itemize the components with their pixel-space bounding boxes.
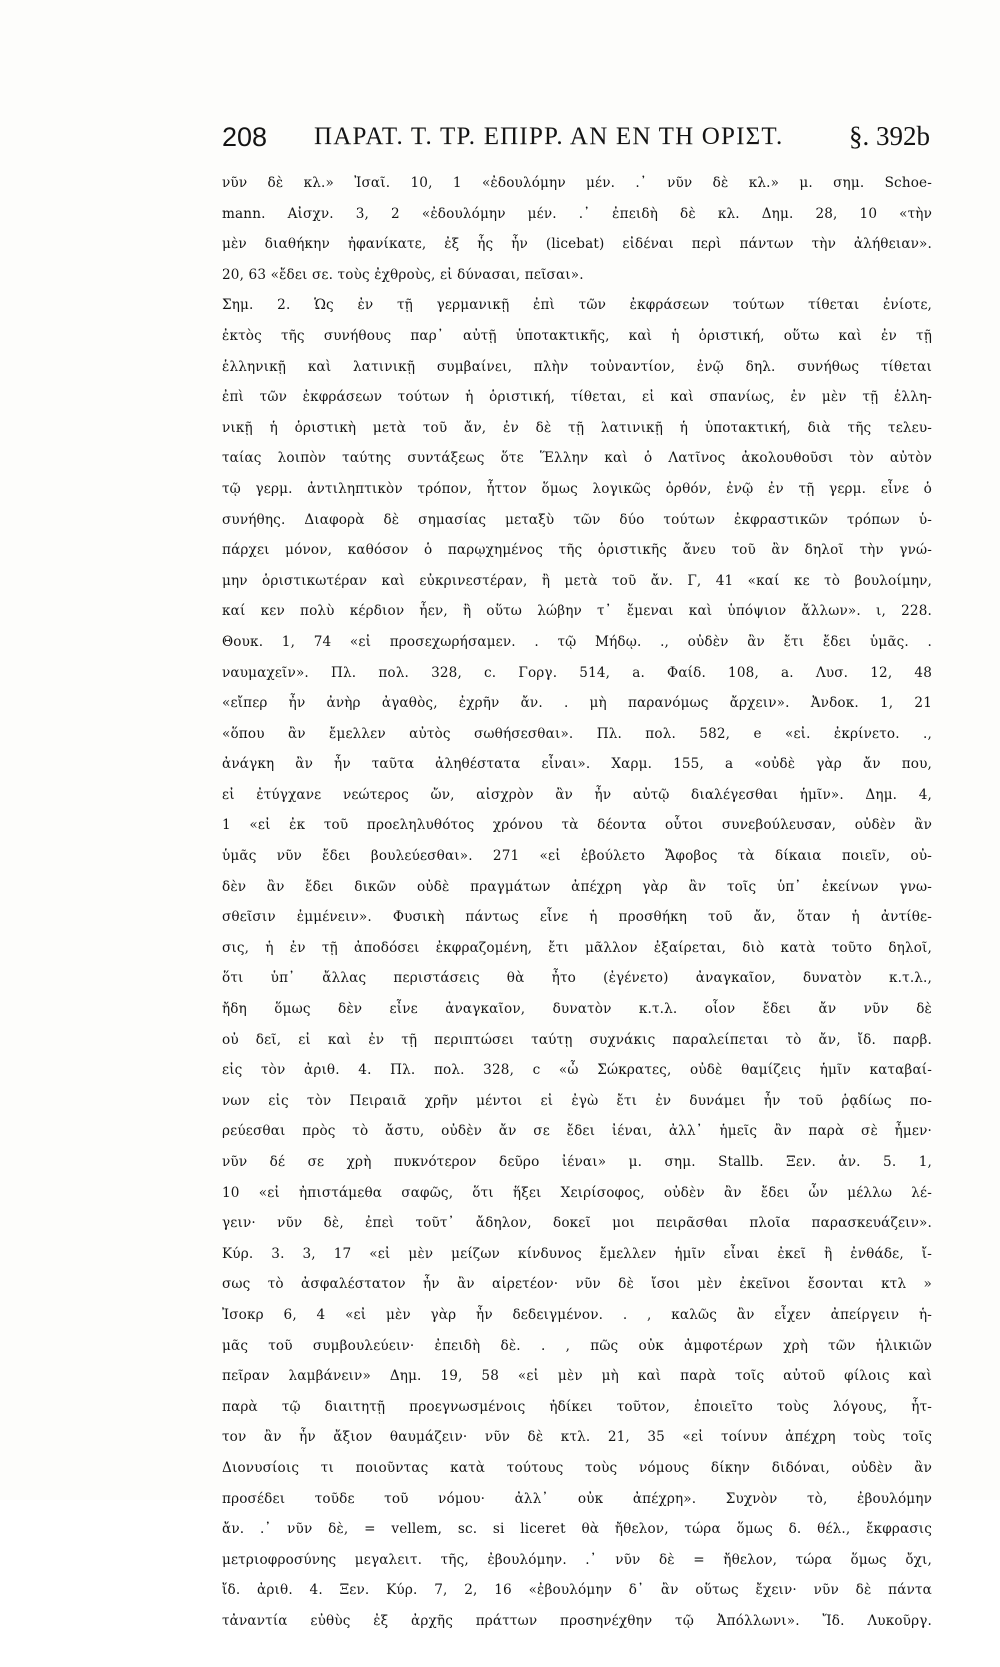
- text-line: τἀναντία εὐθὺς ἐξ ἀρχῆς πράττων προσηνέχθην τῷ Ἀπόλλωνι». Ἴδ. Λυκοῦργ.: [222, 1606, 932, 1637]
- text-line: καί κεν πολὺ κέρδιον ἦεν, ἢ οὕτω λώβην τ᾿ ἔμεναι καὶ ὑπόψιον ἄλλων». ι, 228.: [222, 596, 932, 627]
- text-line: ἄν. .᾿ νῦν δὲ, = vellem, sc. si liceret θὰ ἤθελον, τώρα ὅμως δ. θέλ., ἔκφρασις: [222, 1514, 932, 1545]
- text-line: ἤδη ὅμως δὲν εἶνε ἀναγκαῖον, δυνατὸν κ.τ.λ. οἷον ἔδει ἄν νῦν δὲ: [222, 994, 932, 1025]
- text-line: εἰ ἐτύγχανε νεώτερος ὤν, αἰσχρὸν ἂν ἦν αὐτῷ διαλέγεσθαι ἡμῖν». Δημ. 4,: [222, 780, 932, 811]
- text-line: νων εἰς τὸν Πειραιᾶ χρῆν μέντοι εἰ ἐγὼ ἔτι ἐν δυνάμει ἦν τοῦ ῥᾳδίως πο-: [222, 1086, 932, 1117]
- text-line: σως τὸ ἀσφαλέστατον ἦν ἂν αἱρετέον· νῦν δὲ ἴσοι μὲν ἐκεῖνοι ἔσονται κτλ »: [222, 1269, 932, 1300]
- text-line: ὑμᾶς νῦν ἔδει βουλεύεσθαι». 271 «εἰ ἐβούλετο Ἄφοβος τὰ δίκαια ποιεῖν, οὐ-: [222, 841, 932, 872]
- text-line: τῷ γερμ. ἀντιληπτικὸν τρόπον, ἧττον ὅμως λογικῶς ὀρθόν, ἐνῷ ἐν τῇ γερμ. εἶνε ὁ: [222, 474, 932, 505]
- text-line: πάρχει μόνον, καθόσον ὁ παρῳχημένος τῆς ὁριστικῆς ἄνευ τοῦ ἂν δηλοῖ τὴν γνώ-: [222, 535, 932, 566]
- text-line: Ἰσοκρ 6, 4 «εἰ μὲν γὰρ ἦν δεδειγμένον. . , καλῶς ἂν εἶχεν ἀπείργειν ἡ-: [222, 1300, 932, 1331]
- text-line: ρεύεσθαι πρὸς τὸ ἄστυ, οὐδὲν ἄν σε ἔδει ἰέναι, ἀλλ᾿ ἡμεῖς ἂν παρὰ σὲ ἦμεν·: [222, 1116, 932, 1147]
- running-title: ΠΑΡΑΤ. Τ. ΤΡ. ΕΠΙΡΡ. ΑΝ ΕΝ ΤΗ ΟΡΙΣΤ.: [314, 123, 784, 151]
- text-line: παρὰ τῷ διαιτητῇ προεγνωσμένοις ἠδίκει τοῦτον, ἐποιεῖτο τοὺς λόγους, ἧτ-: [222, 1392, 932, 1423]
- text-line: mann. Αἰσχν. 3, 2 «ἐδουλόμην μέν. .᾿ ἐπειδὴ δὲ κλ. Δημ. 28, 10 «τὴν: [222, 199, 932, 230]
- text-line: ἐκτὸς τῆς συνήθους παρ᾿ αὐτῇ ὑποτακτικῆς, καὶ ἡ ὁριστική, οὕτω καὶ ἐν τῇ: [222, 321, 932, 352]
- text-line: γειν· νῦν δὲ, ἐπεὶ τοῦτ᾿ ἄδηλον, δοκεῖ μοι πειρᾶσθαι πλοῖα παρασκευάζειν».: [222, 1208, 932, 1239]
- text-line: νικῇ ἡ ὁριστικὴ μετὰ τοῦ ἄν, ἐν δὲ τῇ λατινικῇ ἡ ὑποτακτική, διὰ τῆς τελευ-: [222, 413, 932, 444]
- text-line: ναυμαχεῖν». Πλ. πολ. 328, c. Γοργ. 514, a. Φαίδ. 108, a. Λυσ. 12, 48: [222, 658, 932, 689]
- text-line: ἐπὶ τῶν ἐκφράσεων τούτων ἡ ὁριστική, τίθεται, εἰ καὶ σπανίως, ἐν μὲν τῇ ἑλλη-: [222, 382, 932, 413]
- text-line: μὲν διαθήκην ἠφανίκατε, ἐξ ἧς ἦν (licebat) εἰδέναι περὶ πάντων τὴν ἀλήθειαν».: [222, 229, 932, 260]
- text-line: προσέδει τοῦδε τοῦ νόμου· ἀλλ᾿ οὐκ ἀπέχρη». Συχνὸν τὸ, ἐβουλόμην: [222, 1484, 932, 1515]
- text-line: Διονυσίοις τι ποιοῦντας κατὰ τούτους τοὺς νόμους δίκην διδόναι, οὐδὲν ἂν: [222, 1453, 932, 1484]
- page-header: [222, 122, 930, 156]
- text-line: Σημ. 2. Ὡς ἐν τῇ γερμανικῇ ἐπὶ τῶν ἐκφράσεων τούτων τίθεται ἐνίοτε,: [222, 290, 932, 321]
- section-reference: §. 392b: [849, 121, 930, 152]
- text-line: συνήθης. Διαφορὰ δὲ σημασίας μεταξὺ τῶν δύο τούτων ἐκφραστικῶν τρόπων ὑ-: [222, 505, 932, 536]
- text-line: ὅτι ὑπ᾿ ἄλλας περιστάσεις θὰ ἦτο (ἐγένετο) ἀναγκαῖον, δυνατὸν κ.τ.λ.,: [222, 963, 932, 994]
- text-line: ἀνάγκη ἂν ἦν ταῦτα ἀληθέστατα εἶναι». Χαρμ. 155, a «οὐδὲ γὰρ ἄν που,: [222, 749, 932, 780]
- text-line: «ὅπου ἂν ἔμελλεν αὐτὸς σωθήσεσθαι». Πλ. πολ. 582, e «εἰ. ἐκρίνετο. .,: [222, 719, 932, 750]
- body-text: [222, 168, 932, 1667]
- text-line: Κύρ. 3. 3, 17 «εἰ μὲν μείζων κίνδυνος ἔμελλεν ἡμῖν εἶναι ἐκεῖ ἢ ἐνθάδε, ἴ-: [222, 1239, 932, 1270]
- text-line: 10 «εἰ ἠπιστάμεθα σαφῶς, ὅτι ἥξει Χειρίσοφος, οὐδὲν ἂν ἔδει ὧν μέλλω λέ-: [222, 1178, 932, 1209]
- text-line: 20, 63 «ἔδει σε. τοὺς ἐχθροὺς, εἰ δύνασαι, πεῖσαι».: [222, 260, 932, 291]
- text-line: νῦν δὲ κλ.» Ἰσαῖ. 10, 1 «ἐδουλόμην μέν. .᾿ νῦν δὲ κλ.» μ. σημ. Schoe-: [222, 168, 932, 199]
- text-line: ἴδ. ἀριθ. 4. Ξεν. Κύρ. 7, 2, 16 «ἐβουλόμην δ᾿ ἂν οὕτως ἔχειν· νῦν δὲ πάντα: [222, 1575, 932, 1606]
- text-line: δὲν ἂν ἔδει δικῶν οὐδὲ πραγμάτων ἀπέχρη γὰρ ἂν τοῖς ὑπ᾿ ἐκείνων γνω-: [222, 872, 932, 903]
- text-line: 1 «εἰ ἐκ τοῦ προεληλυθότος χρόνου τὰ δέοντα οὗτοι συνεβούλευσαν, οὐδὲν ἂν: [222, 810, 932, 841]
- text-line: τον ἂν ἦν ἄξιον θαυμάζειν· νῦν δὲ κτλ. 21, 35 «εἰ τοίνυν ἀπέχρη τοὺς τοῖς: [222, 1422, 932, 1453]
- text-line: Θουκ. 1, 74 «εἰ προσεχωρήσαμεν. . τῷ Μήδῳ. ., οὐδὲν ἂν ἔτι ἔδει ὑμᾶς. .: [222, 627, 932, 658]
- text-line: πεῖραν λαμβάνειν» Δημ. 19, 58 «εἰ μὲν μὴ καὶ παρὰ τοῖς αὐτοῦ φίλοις καὶ: [222, 1361, 932, 1392]
- text-line: «εἴπερ ἦν ἀνὴρ ἀγαθὸς, ἐχρῆν ἄν. . μὴ παρανόμως ἄρχειν». Ἀνδοκ. 1, 21: [222, 688, 932, 719]
- text-line: ἑλληνικῇ καὶ λατινικῇ συμβαίνει, πλὴν τοὐναντίον, ἐνῷ δηλ. συνήθως τίθεται: [222, 352, 932, 383]
- text-line: οὐ δεῖ, εἰ καὶ ἐν τῇ περιπτώσει ταύτῃ συχνάκις παραλείπεται τὸ ἄν, ἴδ. παρβ.: [222, 1025, 932, 1056]
- page-number: 208: [222, 122, 267, 153]
- text-line: μετριοφροσύνης μεγαλειτ. τῆς, ἐβουλόμην. .᾿ νῦν δὲ = ἤθελον, τώρα ὅμως ὄχι,: [222, 1545, 932, 1576]
- text-line: ταίας λοιπὸν ταύτης συντάξεως ὅτε Ἕλλην καὶ ὁ Λατῖνος ἀκολουθοῦσι τὸν αὐτὸν: [222, 443, 932, 474]
- text-line: εἰς τὸν ἀριθ. 4. Πλ. πολ. 328, c «ὦ Σώκρατες, οὐδὲ θαμίζεις ἡμῖν καταβαί-: [222, 1055, 932, 1086]
- text-line: [222, 1637, 932, 1667]
- text-line: σθεῖσιν ἐμμένειν». Φυσικὴ πάντως εἶνε ἡ προσθήκη τοῦ ἄν, ὅταν ἡ ἀντίθε-: [222, 902, 932, 933]
- text-line: νῦν δέ σε χρὴ πυκνότερον δεῦρο ἰέναι» μ. σημ. Stallb. Ξεν. ἀν. 5. 1,: [222, 1147, 932, 1178]
- text-line: μᾶς τοῦ συμβουλεύειν· ἐπειδὴ δὲ. . , πῶς οὐκ ἀμφοτέρων χρὴ τῶν ἡλικιῶν: [222, 1331, 932, 1362]
- text-line: σις, ἡ ἐν τῇ ἀποδόσει ἐκφραζομένη, ἔτι μᾶλλον ἐξαίρεται, διὸ κατὰ τοῦτο δηλοῖ,: [222, 933, 932, 964]
- text-line: μην ὁριστικωτέραν καὶ εὐκρινεστέραν, ἢ μετὰ τοῦ ἄν. Γ, 41 «καί κε τὸ βουλοίμην,: [222, 566, 932, 597]
